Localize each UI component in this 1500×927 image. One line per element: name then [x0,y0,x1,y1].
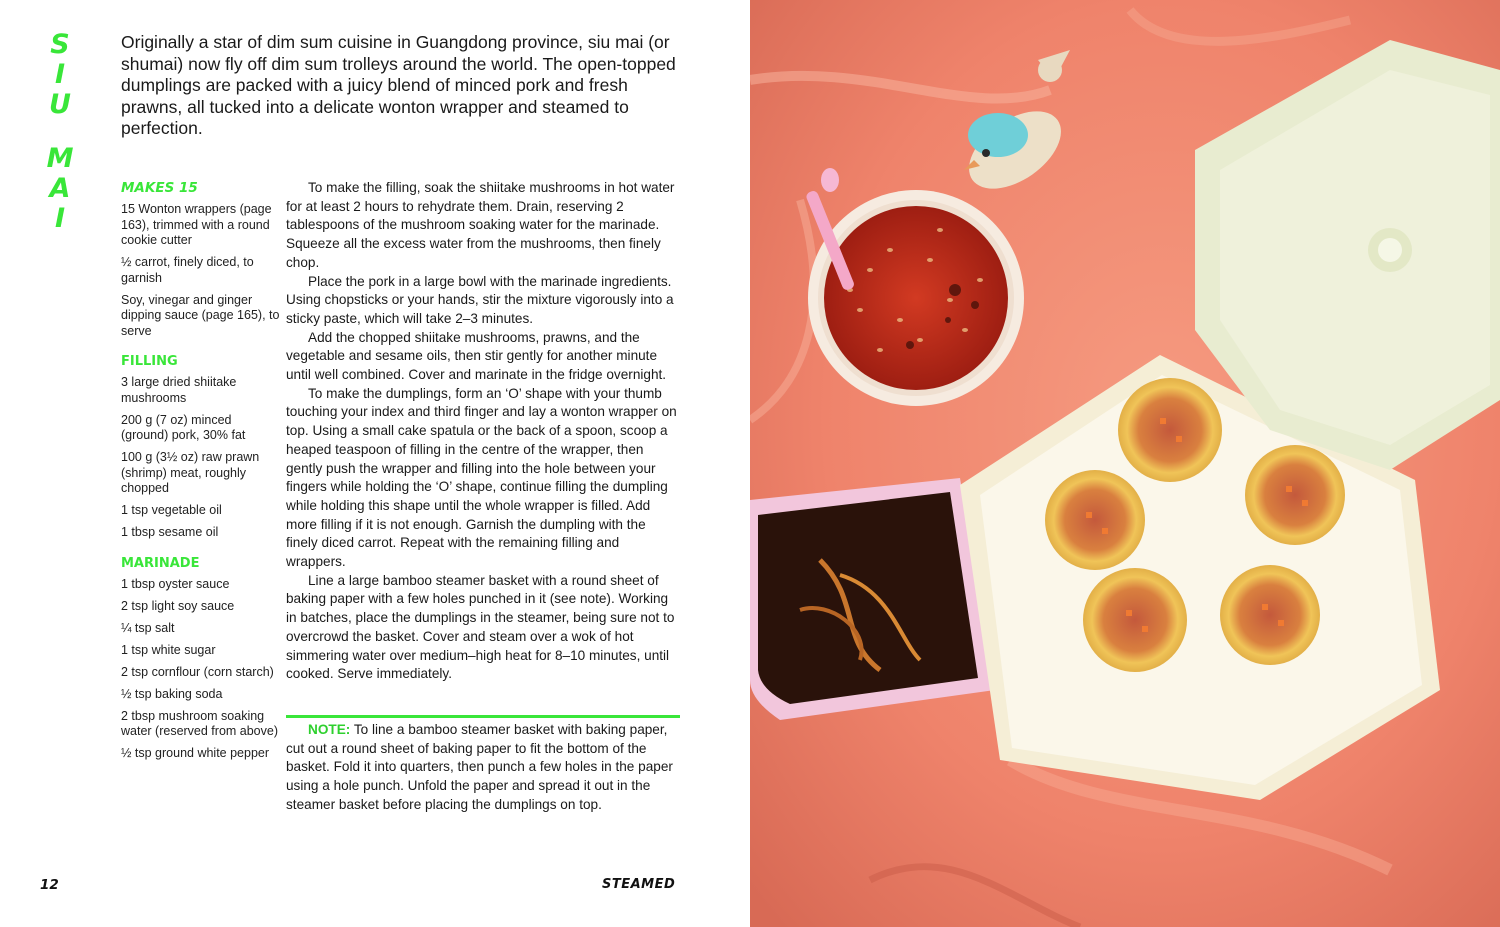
marinade-heading: MARINADE [121,555,200,571]
right-page [750,0,1500,927]
recipe-note [286,721,680,815]
dumpling [1220,565,1320,665]
filling-ingredients [121,375,281,541]
ingredients-column [121,180,281,776]
ingredient-item: 2 tsp light soy sauce [121,598,235,613]
filling-heading: FILLING [121,354,178,369]
main-ingredients [121,202,281,339]
soy-sauce-dish [750,478,995,720]
ingredient-item: ½ tsp baking soda [121,686,223,701]
method-step: Add the chopped shiitake mushrooms, prawns, and the vegetable and sesame oils, then stir gently for another minute until well combined. Cover and marinate in the fridge overnight. [286,329,667,383]
ingredient-item: ½ tsp ground white pepper [121,746,270,760]
dumpling [1083,568,1187,672]
recipe-title-vertical [44,30,76,234]
method-step: Place the pork in a large bowl with the marinade ingredients. Using chopsticks or your hands, stir the mixture vigorously into a sticky paste, which will take 2–3 minutes. [286,273,674,326]
ingredient-item: ¼ tsp salt [121,620,175,635]
note-label: NOTE: [308,722,351,737]
ingredient-item: ½ carrot, finely diced, to garnish [121,255,254,285]
note-divider [286,715,680,718]
ingredient-item: Soy, vinegar and ginger dipping sauce (page 165), to serve [121,292,280,338]
title-letter: I [54,203,66,234]
method-step: To make the filling, soak the shiitake mushrooms in hot water for at least 2 hours to rehydrate them. Drain, reserving 2 tablespoons of the mushroom soaking water for the marinade. Squeeze all the excess water from the mushrooms, then finely chop. [286,180,675,270]
section-label: STEAMED [602,877,676,892]
ingredient-item: 2 tbsp mushroom soaking water (reserved from above) [121,708,279,738]
dumpling [1045,470,1145,570]
siu-mai-photo [750,0,1500,927]
ingredient-item: 1 tsp white sugar [121,642,216,657]
title-letter: I [54,59,66,90]
ingredient-item: 2 tsp cornflour (corn starch) [121,664,274,679]
ingredient-item: 1 tbsp sesame oil [121,525,219,539]
ingredient-item: 3 large dried shiitake mushrooms [121,375,237,405]
method-step: To make the dumplings, form an ‘O’ shape with your thumb touching your index and third finger and lay a wonton wrapper on top. Using a small cake spatula or the back of a spoon, scoop a heaped teaspoon of filling in the centre of the wrapper, then gently push the wrapper and filling into the hole between your fingers while holding the ‘O’ shape, continue filling the dumpling while holding this shape until the whole wrapper is filled. Add more filling if it is not enough. Garnish the dumpling with the finely diced carrot. Repeat with the remaining filling and wrappers. [286,385,677,570]
ingredient-item: 1 tsp vegetable oil [121,503,222,517]
ingredient-item: 100 g (3½ oz) raw prawn (shrimp) meat, roughly chopped [121,450,260,495]
ingredient-item: 15 Wonton wrappers (page 163), trimmed with a round cookie cutter [121,202,272,247]
title-letter: U [49,89,71,120]
ingredient-item: 200 g (7 oz) minced (ground) pork, 30% fat [121,412,246,442]
page-number: 12 [40,877,59,893]
dumpling [1245,445,1345,545]
marinade-ingredients [121,577,281,762]
title-letter: M [46,143,74,174]
chili-sauce-bowl [808,190,1024,406]
note-text: To line a bamboo steamer basket with baking paper, cut out a round sheet of baking paper to fit the bottom of the basket. Fold it into quarters, then punch a few holes in the paper using a hole punch. Unfold the paper and spread it out in the steamer basket before placing the dumplings on top. [286,722,673,812]
recipe-intro: Originally a star of dim sum cuisine in Guangdong province, siu mai (or shumai) now fly off dim sum trolleys around the world. The open-topped dumplings are packed with a juicy blend of minced pork and fresh prawns, all tucked into a delicate wonton wrapper and steamed to perfection. [121,32,676,139]
makes-heading: MAKES 15 [121,180,198,196]
dumpling [1118,378,1222,482]
title-letter: S [50,29,70,60]
method-column [286,179,680,684]
method-step: Line a large bamboo steamer basket with a round sheet of baking paper with a few holes punched in it (see note). Working in batches, place the dumplings in the steamer, being sure not to overcrowd the basket. Cover and steam over a wok of hot simmering water over medium–high heat for 8–10 minutes, until cooked. Serve immediately. [286,572,675,682]
ingredient-item: 1 tbsp oyster sauce [121,576,230,591]
title-letter: A [49,173,71,204]
